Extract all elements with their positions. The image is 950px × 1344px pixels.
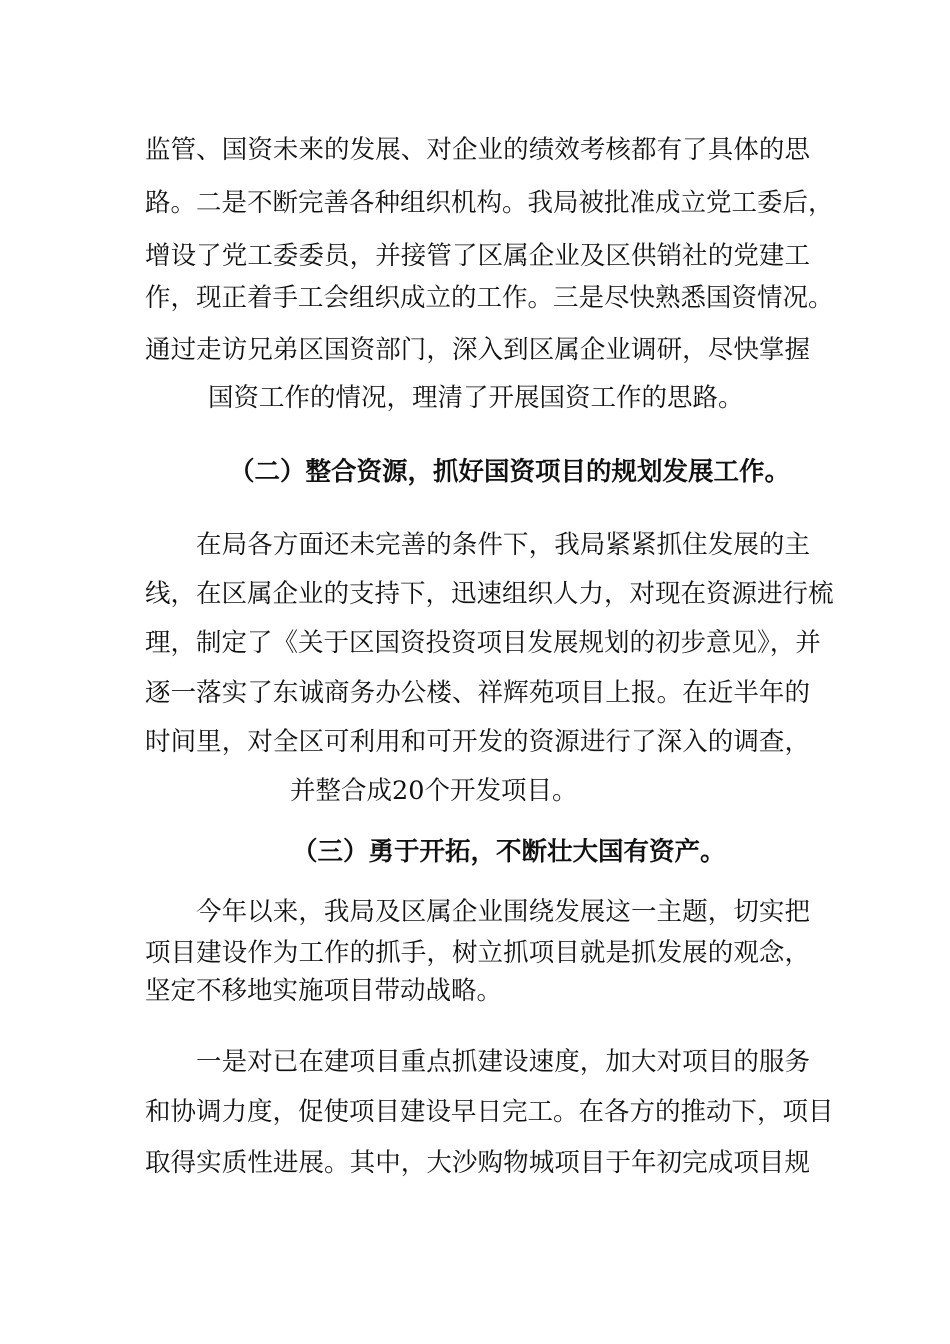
paragraph-2-line-1: 在局各方面还未完善的条件下，我局紧紧抓住发展的主 xyxy=(196,530,810,560)
section-heading-2: （二）整合资源，抓好国资项目的规划发展工作。 xyxy=(229,457,791,487)
paragraph-1-line-5: 通过走访兄弟区国资部门，深入到区属企业调研，尽快掌握 xyxy=(145,335,810,365)
paragraph-2-line-6: 并整合成20个开发项目。 xyxy=(290,776,578,806)
paragraph-3-line-2: 项目建设作为工作的抓手，树立抓项目就是抓发展的观念， xyxy=(145,938,810,968)
paragraph-3-line-3: 坚定不移地实施项目带动战略。 xyxy=(145,976,503,1006)
paragraph-1-line-4: 作，现正着手工会组织成立的工作。三是尽快熟悉国资情况。 xyxy=(145,283,834,313)
paragraph-1-line-1: 监管、国资未来的发展、对企业的绩效考核都有了具体的思 xyxy=(145,135,810,165)
paragraph-3-line-1: 今年以来，我局及区属企业围绕发展这一主题，切实把 xyxy=(196,897,810,927)
paragraph-1-line-3: 增设了党工委委员，并接管了区属企业及区供销社的党建工 xyxy=(145,241,810,271)
paragraph-1-line-6: 国资工作的情况，理清了开展国资工作的思路。 xyxy=(208,383,744,413)
paragraph-2-line-5: 时间里，对全区可利用和可开发的资源进行了深入的调查， xyxy=(145,727,810,757)
paragraph-2-line-2: 线，在区属企业的支持下，迅速组织人力，对现在资源进行梳 xyxy=(145,579,834,609)
paragraph-2-line-3: 理，制定了《关于区国资投资项目发展规划的初步意见》，并 xyxy=(145,628,821,658)
paragraph-4-line-2: 和协调力度，促使项目建设早日完工。在各方的推动下，项目 xyxy=(145,1097,834,1127)
paragraph-1-line-2: 路。二是不断完善各种组织机构。我局被批准成立党工委后， xyxy=(145,188,834,218)
paragraph-2-line-4: 逐一落实了东诚商务办公楼、祥辉苑项目上报。在近半年的 xyxy=(145,678,810,708)
section-heading-3: （三）勇于开拓，不断壮大国有资产。 xyxy=(292,837,726,867)
paragraph-4-line-3: 取得实质性进展。其中，大沙购物城项目于年初完成项目规 xyxy=(145,1148,810,1178)
paragraph-4-line-1: 一是对已在建项目重点抓建设速度，加大对项目的服务 xyxy=(196,1047,810,1077)
